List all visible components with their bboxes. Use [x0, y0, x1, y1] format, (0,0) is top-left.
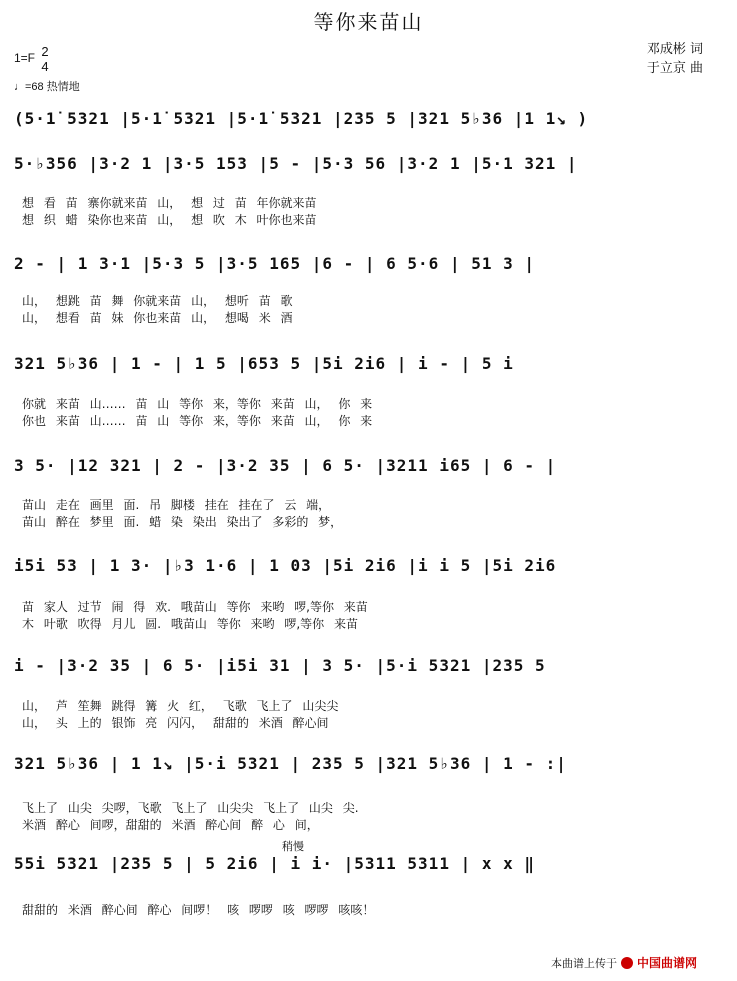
lyric-line-2a: 想 看 苗 寨你就来苗 山， 想 过 苗 年你就来苗	[22, 196, 317, 210]
footer-text: 本曲谱上传于	[550, 956, 617, 970]
lyric-line-3b: 山， 想看 苗 妹 你也来苗 山， 想喝 米 酒	[22, 311, 293, 325]
notation-line-2: 5·♭356 |3·2 1 |3·5 153 |5 - |5·3 56 |3·2 1 |5·1 321 |	[14, 153, 578, 173]
lyric-line-8b: 米酒 醉心 间啰，甜甜的 米酒 醉心间 醉 心 间，	[22, 818, 319, 832]
tempo-marking: ♩=68 热情地	[14, 81, 80, 93]
time-signature	[41, 44, 48, 74]
lyric-line-3a: 山， 想跳 苗 舞 你就来苗 山， 想听 苗 歌	[22, 294, 293, 308]
song-title: 等你来苗山	[313, 10, 424, 34]
notation-line-8: 321 5♭36 | 1 1↘ |5·i 5321 | 235 5 |321 5♭36 | 1 - :|	[14, 753, 567, 773]
lyric-line-6a: 苗 家人 过节 闹 得 欢. 哦苗山 等你 来哟 啰,等你 来苗	[22, 600, 368, 614]
lyric-line-7b: 山， 头 上的 银饰 亮 闪闪， 甜甜的 米酒 醉心间	[22, 716, 329, 730]
lyric-line-8a: 飞上了 山尖 尖啰，飞歌 飞上了 山尖尖 飞上了 山尖 尖.	[22, 801, 359, 815]
credits	[647, 40, 703, 78]
notation-line-3: 2 - | 1 3·1 |5·3 5 |3·5 165 |6 - | 6 5·6 | 51 3 |	[14, 253, 536, 273]
composer: 于立京 曲	[646, 61, 703, 76]
notation-line-1: (5·1̇ 5321 |5·1̇ 5321 |5·1̇ 5321 |235 5 |321 5♭36 |1 1↘ )	[14, 108, 589, 128]
notation-line-7: i - |3·2 35 | 6 5· |i5i 31 | 3 5· |5·i 5321 |235 5	[14, 655, 546, 675]
time-bottom: 4	[41, 59, 49, 74]
notation-line-9: 55i 5321 |235 5 | 5 2i6 | i i· |5311 5311 | x x ‖	[14, 853, 536, 873]
footer	[551, 954, 697, 971]
lyric-line-2b: 想 织 蜡 染你也来苗 山， 想 吹 木 叶你也来苗	[22, 213, 317, 227]
key-label: 1=F	[14, 51, 36, 66]
time-top: 2	[41, 44, 49, 59]
key-signature	[14, 44, 49, 74]
lyric-line-6b: 木 叶歌 吹得 月儿 圆. 哦苗山 等你 来哟 啰,等你 来苗	[22, 617, 358, 631]
lyric-line-7a: 山， 芦 笙舞 跳得 篝 火 红， 飞歌 飞上了 山尖尖	[22, 699, 339, 713]
lyric-line-9: 甜甜的 米酒 醉心间 醉心 间啰！ 咳 啰啰 咳 啰啰 咳咳！	[22, 903, 375, 917]
notation-line-6: i5i 53 | 1 3· |♭3 1·6 | 1 03 |5i 2i6 |i i 5 |5i 2i6	[14, 555, 557, 575]
lyric-line-4a: 你就 来苗 山…… 苗 山 等你 来，等你 来苗 山， 你 来	[22, 397, 373, 411]
site-logo-icon	[621, 957, 633, 969]
notation-line-4: 321 5♭36 | 1 - | 1 5 |653 5 |5i 2i6 | i - | 5 i	[14, 353, 514, 373]
lyric-line-5b: 苗山 醉在 梦里 面. 蜡 染 染出 染出了 多彩的 梦，	[22, 515, 343, 529]
lyric-line-4b: 你也 来苗 山…… 苗 山 等你 来，等你 来苗 山， 你 来	[22, 414, 373, 428]
notation-line-5: 3 5· |12 321 | 2 - |3·2 35 | 6 5· |3211 i65 | 6 - |	[14, 455, 557, 475]
footer-site[interactable]: 中国曲谱网	[636, 956, 697, 970]
tempo-change-mark: 稍慢	[282, 840, 304, 853]
lyricist: 邓成彬 词	[646, 42, 703, 57]
lyric-line-5a: 苗山 走在 画里 面. 吊 脚楼 挂在 挂在了 云 端，	[22, 498, 331, 512]
